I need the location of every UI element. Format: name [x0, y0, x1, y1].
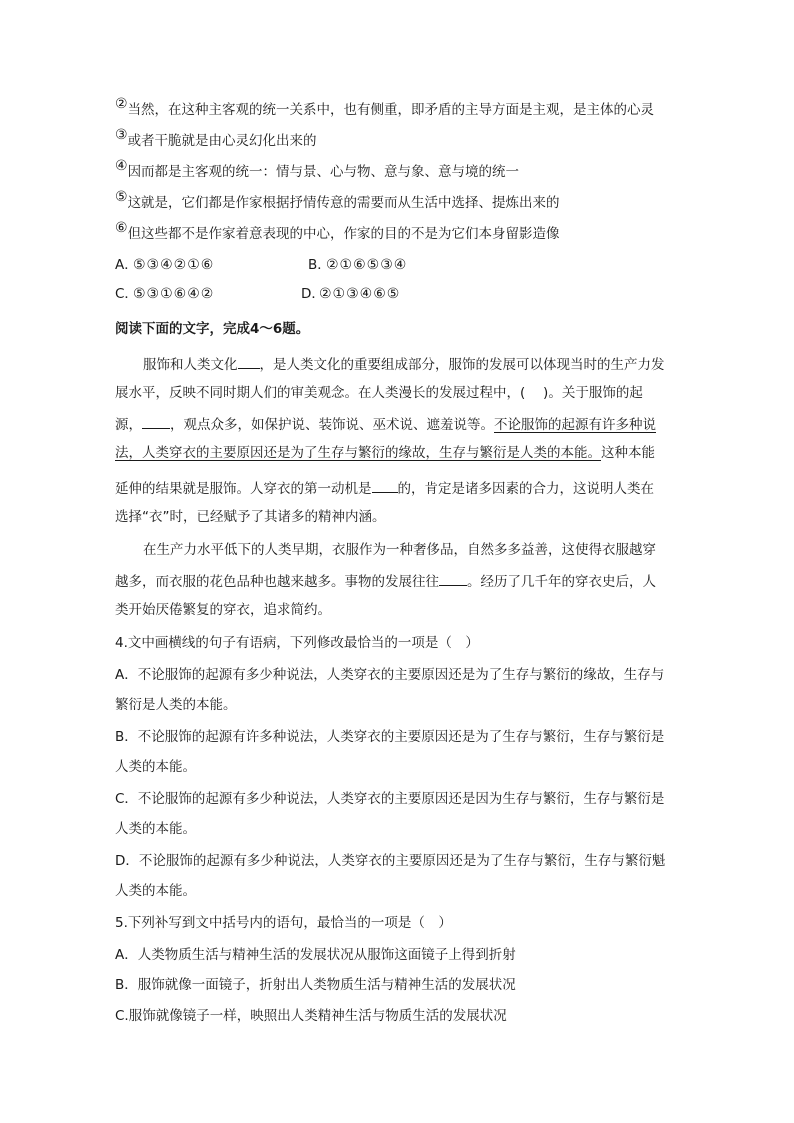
question-5-option-b[interactable]: B．服饰就像一面镜子，折射出人类物质生活与精神生活的发展状况	[115, 977, 516, 993]
fill-blank-3[interactable]	[372, 478, 398, 493]
option-value: ⑤③①⑥④②	[133, 286, 215, 302]
passage-text: 。经历了几千年的穿衣史后，人	[467, 574, 656, 590]
passage-line: 展水平，反映不同时期人们的审美观念。在人类漫长的发展过程中，( )。关于服饰的起	[115, 385, 643, 401]
passage-line: 在生产力水平低下的人类早期，衣服作为一种奢侈品，自然多多益善，这使得衣服越穿	[143, 542, 656, 558]
question-4-option-a[interactable]: A．不论服饰的起源有多少种说法，人类穿衣的主要原因还是为了生存与繁衍的缘故，生存与	[115, 667, 665, 683]
order-item-6	[115, 220, 560, 243]
order-item-3	[115, 127, 317, 150]
passage-line: 选择“衣”时，已经赋予了其诸多的精神内涵。	[115, 509, 386, 525]
item-number: ③	[115, 127, 128, 143]
order-option-a[interactable]	[115, 256, 214, 274]
item-text: 因而都是主客观的统一：情与景、心与物、意与象、意与境的统一	[127, 164, 520, 180]
fill-blank-4[interactable]	[439, 571, 467, 586]
order-item-5	[115, 189, 560, 212]
question-4-option-d-cont: 人类的本能。	[115, 883, 196, 899]
option-label: A．	[115, 257, 138, 273]
option-label: D．	[301, 286, 325, 302]
question-4-option-c-cont: 人类的本能。	[115, 821, 196, 837]
option-value: ②①③④⑥⑤	[319, 286, 401, 302]
item-number: ②	[115, 96, 128, 112]
question-4-option-b-cont: 人类的本能。	[115, 759, 196, 775]
item-text: 或者干脆就是由心灵幻化出来的	[127, 133, 317, 149]
order-option-b[interactable]	[308, 256, 407, 274]
passage-text: 源，	[115, 417, 142, 433]
question-5-option-c[interactable]: C.服饰就像镜子一样，映照出人类精神生活与物质生活的发展状况	[115, 1008, 507, 1024]
order-option-d[interactable]	[301, 285, 400, 303]
passage-text: 延伸的结果就是服饰。人穿衣的第一动机是	[115, 481, 372, 497]
question-4-option-d[interactable]: D．不论服饰的起源有多少种说法，人类穿衣的主要原因还是为了生存与繁衍，生存与繁衍魁	[115, 853, 666, 869]
passage-line	[115, 478, 654, 498]
passage-line	[115, 571, 656, 591]
passage-line	[115, 444, 655, 462]
order-option-c[interactable]	[115, 285, 214, 303]
passage-line	[143, 354, 665, 374]
question-4-stem: 4.文中画横线的句子有语病，下列修改最恰当的一项是（ ）	[115, 635, 479, 651]
item-text: 但这些都不是作家着意表现的中心，作家的目的不是为它们本身留影造像	[127, 226, 560, 242]
passage-text: ，是人类文化的重要组成部分，服饰的发展可以体现当时的生产力发	[259, 357, 665, 373]
fill-blank-1[interactable]	[238, 354, 260, 369]
passage-text: 越多，而衣服的花色品种也越来越多。事物的发展往往	[115, 574, 439, 590]
question-4-option-c[interactable]: C．不论服饰的起源有多少种说法，人类穿衣的主要原因还是因为生存与繁衍，生存与繁衍是	[115, 791, 665, 807]
item-text: 当然，在这种主客观的统一关系中，也有侧重，即矛盾的主导方面是主观，是主体的心灵	[127, 102, 655, 118]
section-title: 阅读下面的文字，完成4～6题。	[115, 321, 310, 337]
passage-text: 的，肯定是诸多因素的合力，这说明人类在	[397, 481, 654, 497]
option-value: ②①⑥⑤③④	[326, 257, 408, 273]
option-value: ⑤③④②①⑥	[133, 257, 215, 273]
option-label: C．	[115, 286, 138, 302]
item-text: 这就是，它们都是作家根据抒情传意的需要而从生活中选择、提炼出来的	[127, 195, 560, 211]
underlined-sentence: 不论服饰的起源有许多种说	[494, 417, 656, 433]
item-number: ⑤	[115, 189, 128, 205]
passage-text: ，观点众多，如保护说、装饰说、巫术说、遮羞说等。	[170, 417, 494, 433]
question-4-option-b[interactable]: B．不论服饰的起源有许多种说法，人类穿衣的主要原因还是为了生存与繁衍，生存与繁衍是	[115, 729, 665, 745]
order-item-2	[115, 96, 655, 119]
fill-blank-2[interactable]	[142, 414, 170, 429]
item-number: ④	[115, 158, 128, 174]
question-5-option-a[interactable]: A．人类物质生活与精神生活的发展状况从服饰这面镜子上得到折射	[115, 947, 516, 963]
item-number: ⑥	[115, 220, 128, 236]
question-5-stem: 5.下列补写到文中括号内的语句，最恰当的一项是（ ）	[115, 915, 452, 931]
passage-text: 这种本能	[601, 445, 655, 461]
passage-line: 类开始厌倦繁复的穿衣，追求简约。	[115, 602, 331, 618]
order-item-4	[115, 158, 520, 181]
underlined-sentence: 法，人类穿衣的主要原因还是为了生存与繁衍的缘故，生存与繁衍是人类的本能。	[115, 445, 601, 461]
option-label: B．	[308, 257, 331, 273]
passage-line	[115, 414, 656, 434]
question-4-option-a-cont: 繁衍是人类的本能。	[115, 697, 237, 713]
passage-text: 服饰和人类文化	[143, 357, 238, 373]
